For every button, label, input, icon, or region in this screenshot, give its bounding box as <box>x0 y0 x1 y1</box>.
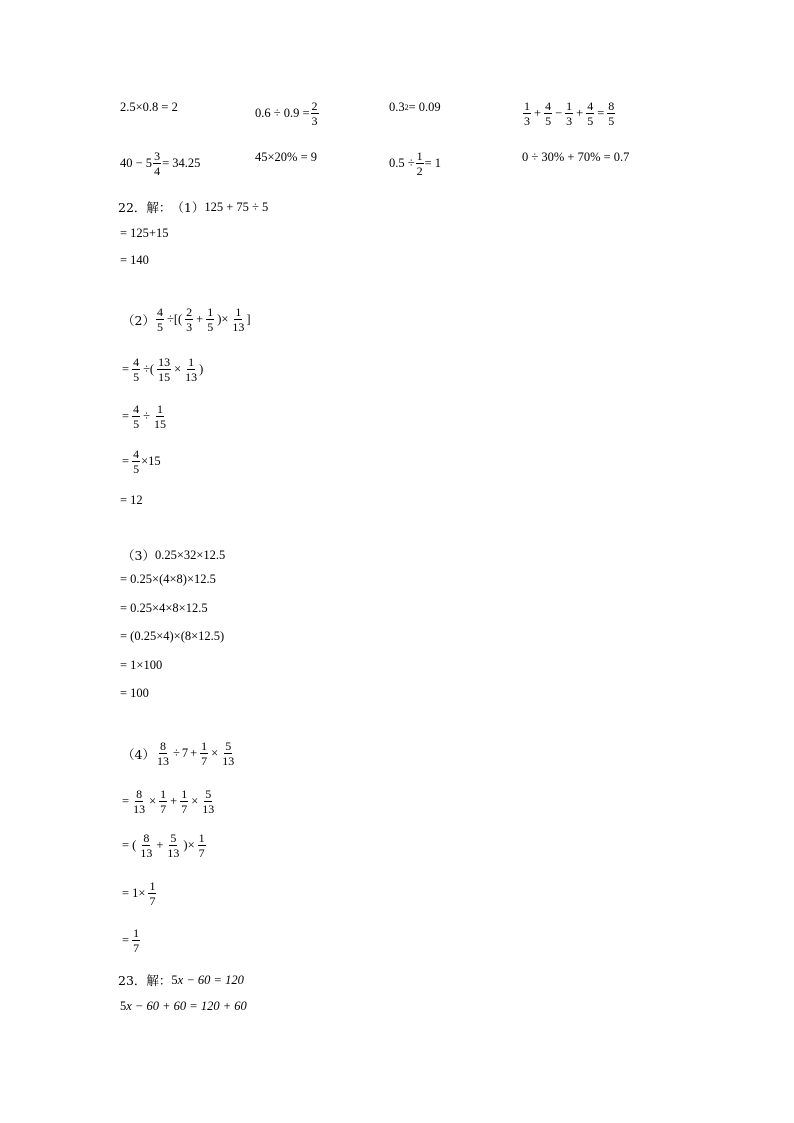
q22-p1-step2: = 140 <box>120 253 149 267</box>
oral-a3: 0.3 2 = 0.09 <box>389 100 441 114</box>
oral-b2: 45×20% = 9 <box>255 150 318 164</box>
fraction: $\frac{1}{13}$ <box>232 305 245 334</box>
q22-p2-step2: = $\frac{4}{5}$ ÷ $\frac{1}{15}$ <box>122 402 166 431</box>
q22-p4-expr: （4） $\frac{8}{13}$ ÷ 7 + $\frac{1}{7}$ × $\frac{5}{13}$ <box>122 739 235 768</box>
fraction: $\frac{1}{13}$ <box>185 355 198 384</box>
q22-p4-step4: = $\frac{1}{7}$ <box>122 926 140 955</box>
fraction: $\frac{1}{5}$ <box>207 305 214 334</box>
q22-p3-step2: = 0.25×4×8×12.5 <box>120 601 208 615</box>
fraction: $\frac{4}{5}$ <box>133 402 140 431</box>
q23-header: 23．解： 5 x − 60 = 120 <box>118 972 244 988</box>
oral-b3: 0.5 ÷ $\frac{1}{2}$ = 1 <box>389 149 442 178</box>
q23-step1: 5 x − 60 + 60 = 120 + 60 <box>120 999 247 1013</box>
q22-p3-step4: = 1×100 <box>120 658 163 672</box>
fraction: $\frac{1}{7}$ <box>133 926 140 955</box>
fraction: $\frac{8}{5}$ <box>608 99 615 128</box>
fraction: $\frac{5}{13}$ <box>167 831 180 860</box>
q22-p4-step1: = $\frac{8}{13}$ × $\frac{1}{7}$ + $\frac{1}{7}$ × $\frac{5}{13}$ <box>122 787 215 816</box>
fraction: $\frac{4}{5}$ <box>133 447 140 476</box>
q22-p3-expr: （3） 0.25×32×12.5 <box>122 547 226 563</box>
fraction: $\frac{1}{15}$ <box>153 402 166 431</box>
q22-p3-step5: = 100 <box>120 686 149 700</box>
oral-b1: 40 − 5 $\frac{3}{4}$ = 34.25 <box>120 149 201 178</box>
fraction: $\frac{1}{7}$ <box>181 787 188 816</box>
fraction: $\frac{8}{13}$ <box>140 831 153 860</box>
fraction: $\frac{2}{3}$ <box>186 305 193 334</box>
q22-p3-step1: = 0.25×(4×8)×12.5 <box>120 572 216 586</box>
fraction: $\frac{5}{13}$ <box>222 739 235 768</box>
fraction: $\frac{1}{7}$ <box>198 831 205 860</box>
fraction: $\frac{1}{7}$ <box>160 787 167 816</box>
q22-p2-step1: = $\frac{4}{5}$ ÷( $\frac{13}{15}$ × $\frac{1}{13}$ ) <box>122 355 204 384</box>
oral-a2: 0.6 ÷ 0.9 = $\frac{2}{3}$ <box>255 99 318 128</box>
fraction: $\frac{3}{4}$ <box>154 149 161 178</box>
fraction: $\frac{4}{5}$ <box>133 355 140 384</box>
fraction: $\frac{4}{5}$ <box>156 305 163 334</box>
fraction: $\frac{8}{13}$ <box>156 739 169 768</box>
fraction: $\frac{1}{3}$ <box>566 99 573 128</box>
fraction: $\frac{1}{7}$ <box>149 879 156 908</box>
q22-p4-step3: = 1× $\frac{1}{7}$ <box>122 879 156 908</box>
oral-a1: 2.5×0.8 = 2 <box>120 100 178 114</box>
q22-p1-step1: = 125+15 <box>120 226 169 240</box>
fraction: $\frac{1}{3}$ <box>524 99 530 128</box>
q22-p4-step2: = ( $\frac{8}{13}$ + $\frac{5}{13}$ )× $\frac{1}{7}$ <box>122 831 205 860</box>
fraction: $\frac{13}{15}$ <box>158 355 171 384</box>
fraction: $\frac{4}{5}$ <box>545 99 552 128</box>
oral-b4: 0 ÷ 30% + 70% = 0.7 <box>522 150 630 164</box>
q22-p3-step3: = (0.25×4)×(8×12.5) <box>120 629 225 643</box>
fraction: $\frac{5}{13}$ <box>202 787 215 816</box>
q22-p2-expr: （2） $\frac{4}{5}$ ÷[( $\frac{2}{3}$ + $\frac{1}{5}$ )× $\frac{1}{13}$ ] <box>122 305 251 334</box>
q22-header: 22．解： （1） 125 + 75 ÷ 5 <box>118 199 269 215</box>
q22-p2-step4: = 12 <box>120 493 143 507</box>
fraction: $\frac{4}{5}$ <box>587 99 594 128</box>
fraction: $\frac{1}{2}$ <box>416 149 423 178</box>
fraction: $\frac{8}{13}$ <box>133 787 146 816</box>
oral-a4: $\frac{1}{3}$ + $\frac{4}{5}$ − $\frac{1}{3}$ + $\frac{4}{5}$ = $\frac{8}{5}$ <box>524 99 615 128</box>
fraction: $\frac{2}{3}$ <box>311 99 318 128</box>
fraction: $\frac{1}{7}$ <box>201 739 208 768</box>
q22-p2-step3: = $\frac{4}{5}$ ×15 <box>122 447 161 476</box>
